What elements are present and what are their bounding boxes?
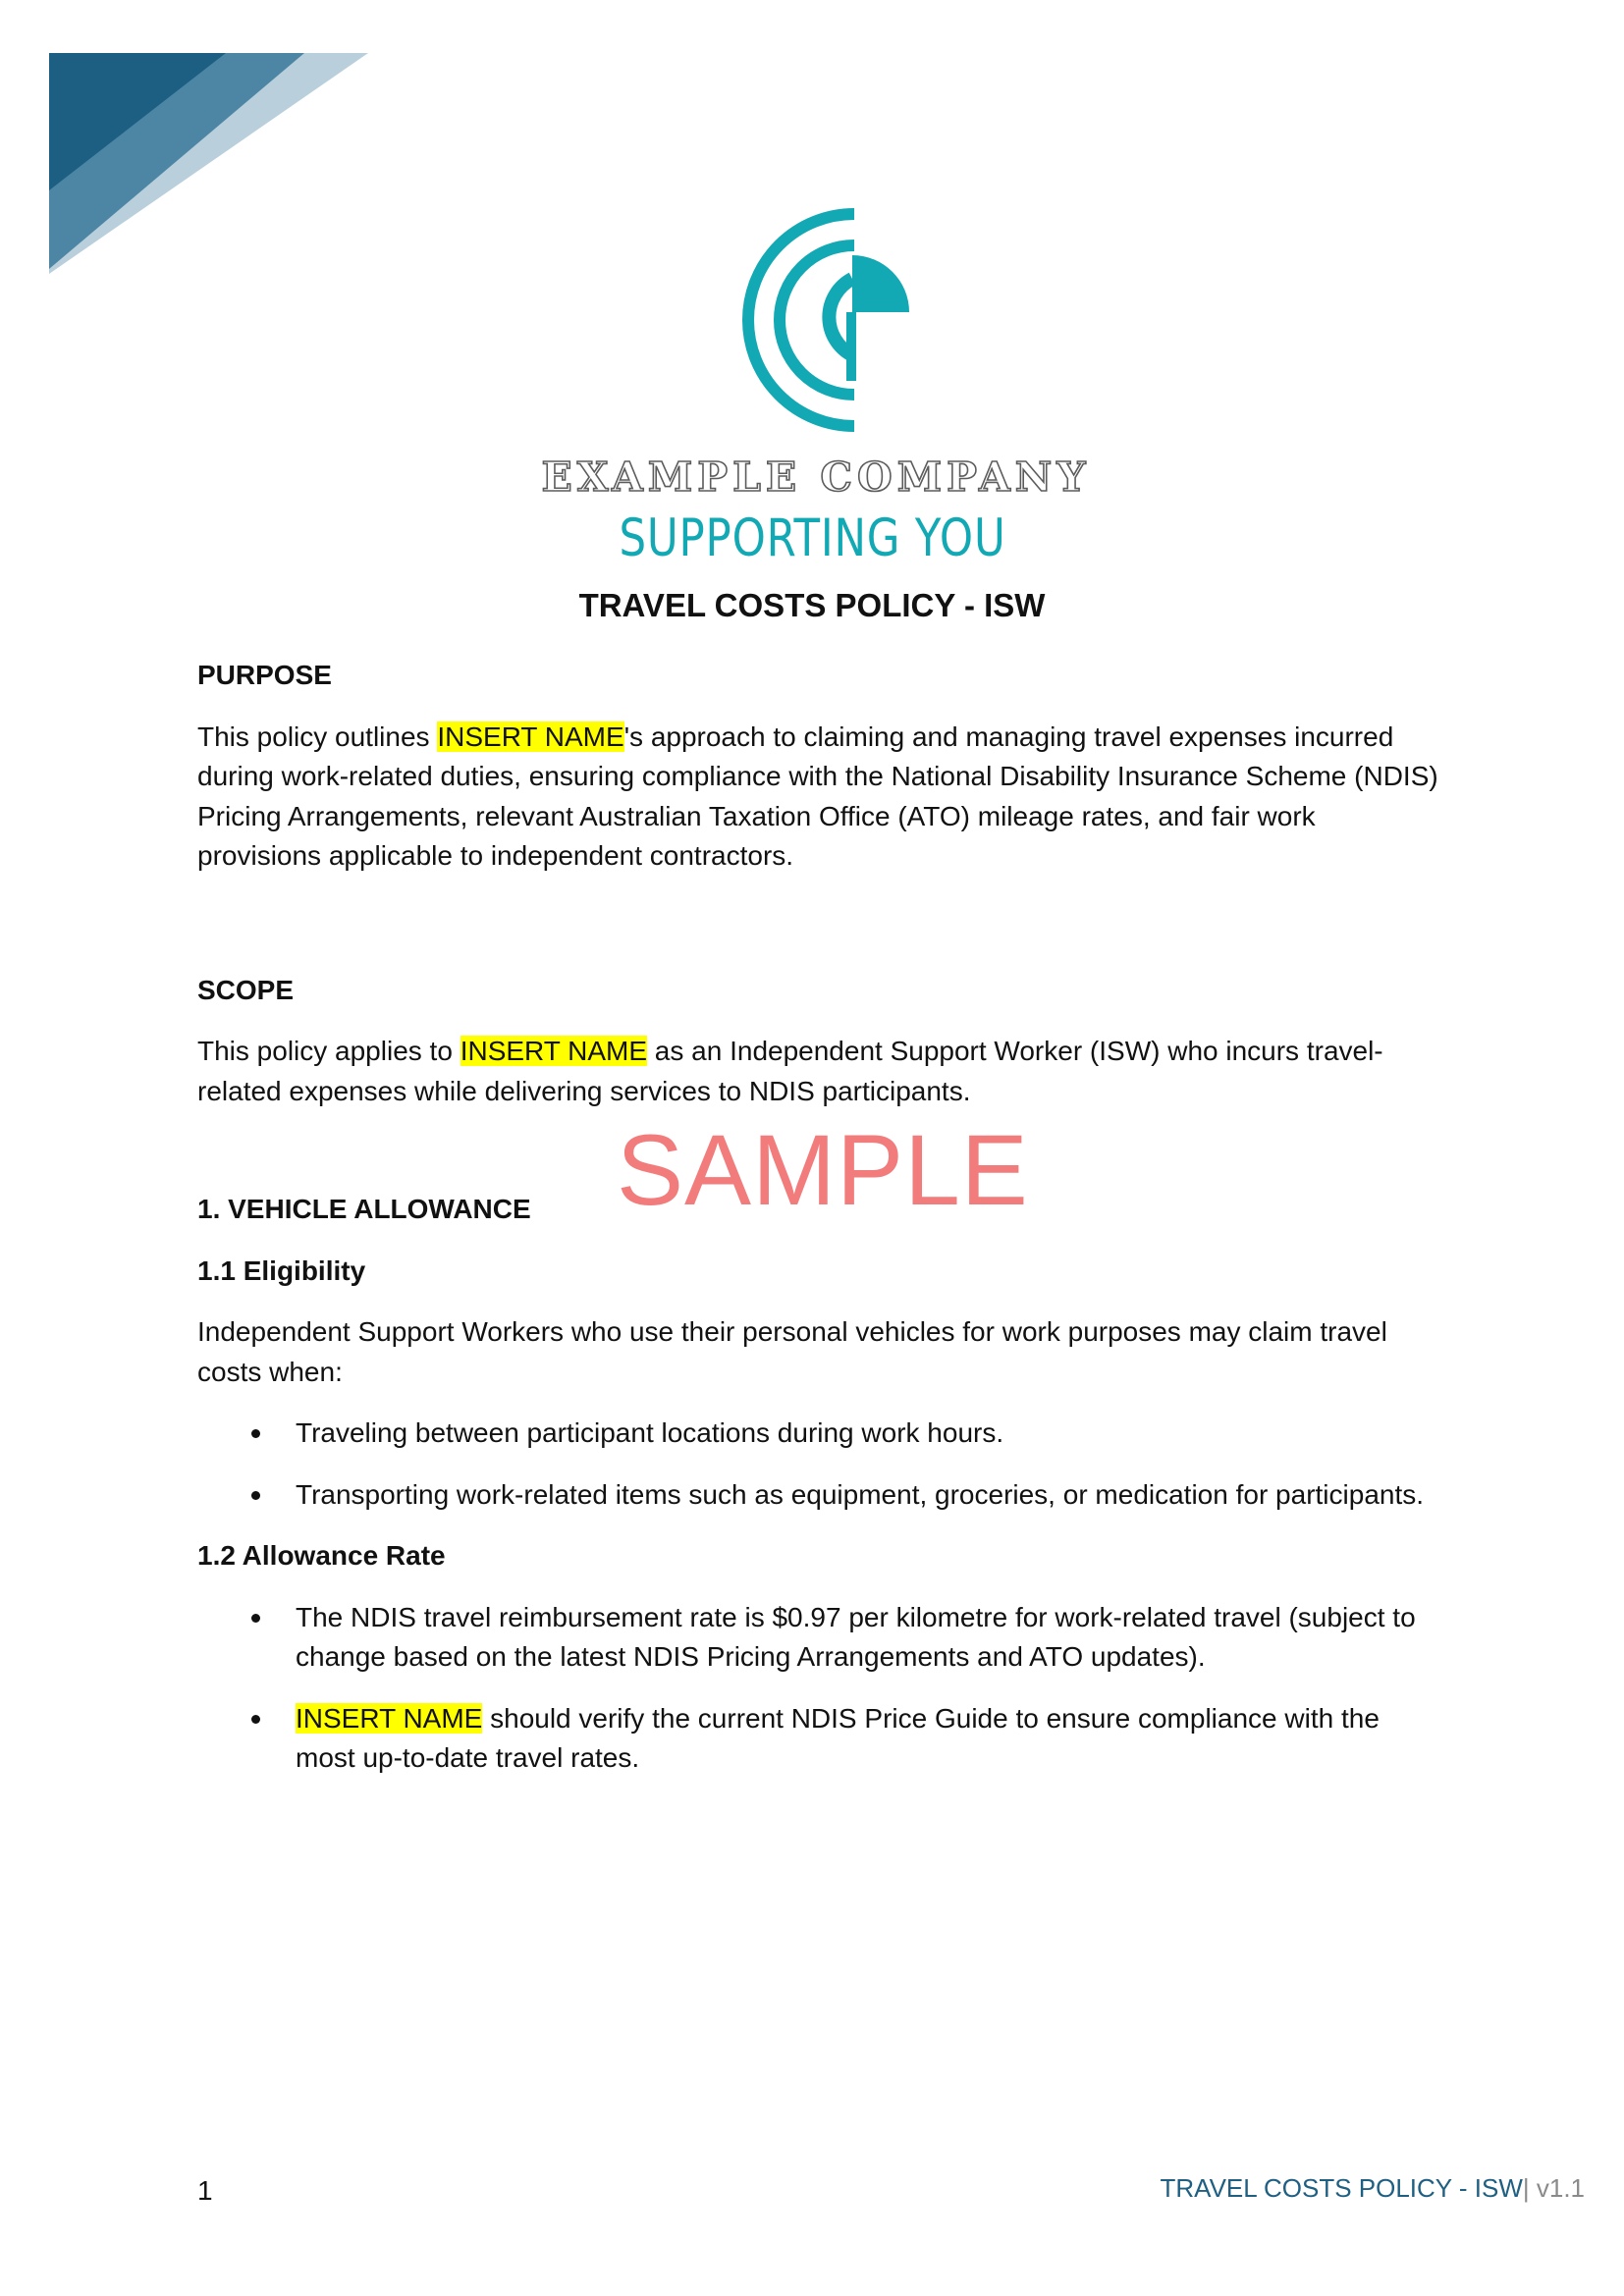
- purpose-text-end: 's approach to claiming and managing travel expenses incurred during work-related duties, ensuring compliance with the National Disability Insurance Scheme (NDIS) Pricing Arrangements, relevant Australian Taxation Office (ATO) mileage rates, and fair work provisions applicable to independent contractors.: [197, 721, 1438, 871]
- purpose-paragraph: [197, 718, 1444, 877]
- insert-name-placeholder: INSERT NAME: [296, 1702, 483, 1734]
- footer-version: | v1.1: [1522, 2173, 1585, 2203]
- eligibility-list: [197, 1414, 1444, 1515]
- list-item: The NDIS travel reimbursement rate is $0.97 per kilometre for work-related travel (subject to change based on the latest NDIS Pricing Arrangements and ATO updates).: [197, 1598, 1444, 1678]
- company-tagline: SUPPORTING YOU: [619, 508, 1006, 568]
- scope-text-end: as an Independent Support Worker (ISW) who incurs travel-related expenses while delivering services to NDIS participants.: [197, 1036, 1383, 1106]
- company-logo-icon: [727, 208, 909, 432]
- document-title: TRAVEL COSTS POLICY - ISW: [578, 587, 1046, 623]
- scope-heading: SCOPE: [197, 974, 295, 1005]
- purpose-text-start: This policy outlines: [197, 721, 438, 752]
- list-item: Transporting work-related items such as equipment, groceries, or medication for participants.: [197, 1475, 1444, 1516]
- sample-watermark: SAMPLE: [617, 1114, 1029, 1226]
- allowance-rate-list: [197, 1598, 1444, 1779]
- list-item: [197, 1699, 1444, 1779]
- allowance-rate-text: should verify the current NDIS Price Guide to ensure compliance with the most up-to-date travel rates.: [296, 1702, 1380, 1773]
- allowance-rate-heading: 1.2 Allowance Rate: [197, 1540, 446, 1571]
- scope-paragraph: [197, 1032, 1444, 1111]
- eligibility-intro: Independent Support Workers who use their personal vehicles for work purposes may claim travel costs when:: [197, 1316, 1387, 1387]
- footer-document-info: [1161, 2173, 1586, 2204]
- page-number: 1: [197, 2175, 213, 2206]
- insert-name-placeholder: INSERT NAME: [437, 721, 624, 752]
- scope-text-start: This policy applies to: [197, 1036, 460, 1066]
- footer-title: TRAVEL COSTS POLICY - ISW: [1160, 2173, 1523, 2203]
- purpose-heading: PURPOSE: [197, 660, 332, 690]
- vehicle-allowance-heading: 1. VEHICLE ALLOWANCE: [197, 1194, 531, 1224]
- company-name: EXAMPLE COMPANY: [541, 454, 1091, 501]
- corner-decoration: [49, 53, 368, 274]
- insert-name-placeholder: INSERT NAME: [460, 1036, 648, 1066]
- eligibility-heading: 1.1 Eligibility: [197, 1255, 366, 1286]
- list-item: Traveling between participant locations during work hours.: [197, 1414, 1444, 1454]
